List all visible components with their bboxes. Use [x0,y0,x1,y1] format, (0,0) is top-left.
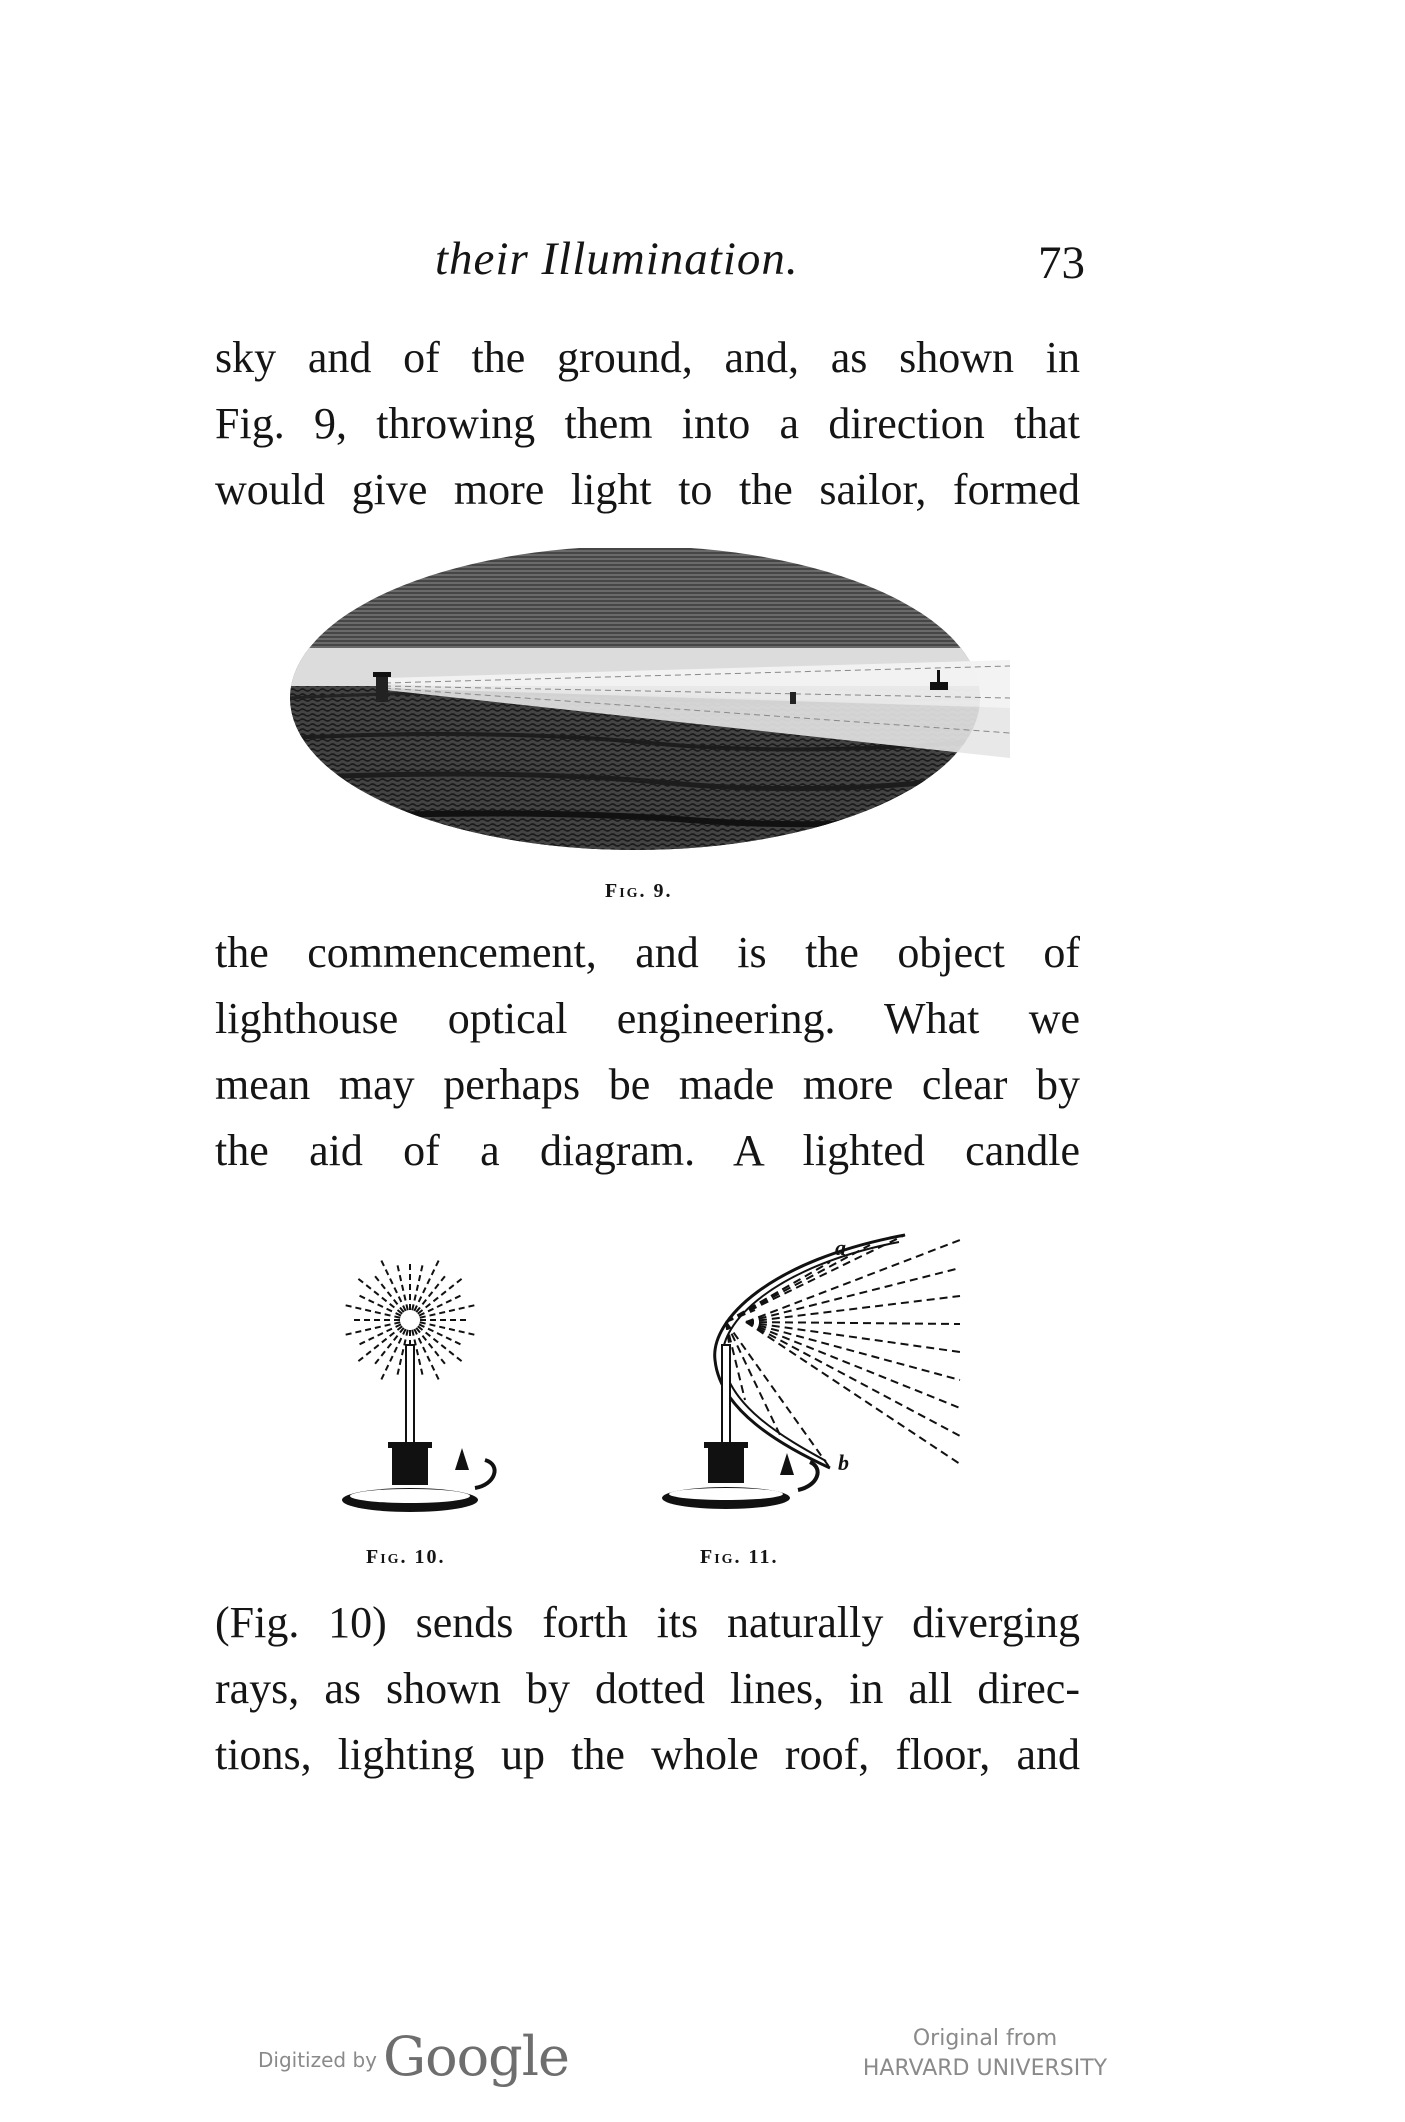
ray-line [416,1328,446,1366]
original-from-block [845,2024,1125,2084]
ray-line [346,1322,401,1334]
digitized-by-google [258,2025,569,2088]
institution-text: HARVARD UNIVERSITY [862,2056,1108,2081]
ray-line [412,1263,423,1310]
figure-9-caption: Fig. 9. [605,880,673,902]
text-line: the commencement, and is the object of [215,928,1080,977]
text-line: tions, lighting up the whole roof, floor, and [215,1730,1080,1779]
ray-line [358,1279,402,1314]
ray-line [420,1305,475,1317]
reflected-ray-line [746,1296,960,1322]
figure-11-reflector-diagram [660,1200,980,1530]
ray-line [418,1326,462,1361]
ray-line [420,1322,475,1334]
ray-line [416,1275,446,1313]
ray-line [358,1326,402,1361]
text-line: sky and of the ground, and, as shown in [215,333,1080,382]
original-from-text: Original from [912,2026,1058,2051]
ray-line [374,1275,404,1313]
reflected-ray-line [746,1322,960,1464]
google-logo-text: Google [383,2025,569,2088]
reflected-ray-line [746,1322,960,1408]
text-line: the aid of a diagram. A lighted candle [215,1126,1080,1175]
text-line: lighthouse optical engineering. What we [215,994,1080,1043]
running-head [215,232,1085,302]
paragraph-2 [215,920,1080,1184]
ray-line [374,1328,404,1366]
page-number: 73 [1038,237,1085,289]
figure-10-candle-diagram [310,1260,510,1530]
running-head-title: their Illumination. [435,233,799,285]
reflected-ray-line [746,1322,960,1324]
paragraph-3 [215,1590,1080,1788]
reflected-ray-line [746,1322,960,1352]
text-line: would give more light to the sailor, formed [215,465,1080,514]
figure-11-caption: Fig. 11. [700,1546,779,1568]
reflected-ray-line [746,1322,960,1436]
figure-9-lighthouse-engraving [290,548,1010,868]
text-line: Fig. 9, throwing them into a direction that [215,399,1080,448]
ray-line [397,1263,408,1310]
ray-line [346,1305,401,1317]
reflected-ray-line [746,1322,960,1380]
digitized-by-text: Digitized by [258,2048,377,2072]
figure-11-label-b: b [838,1450,849,1475]
paragraph-1 [215,325,1080,523]
text-line: rays, as shown by dotted lines, in all direc- [215,1664,1080,1713]
ray-line [726,1235,905,1322]
ray-line [418,1279,462,1314]
text-line: (Fig. 10) sends forth its naturally diverging [215,1598,1080,1647]
figure-10-caption: Fig. 10. [366,1546,446,1568]
figure-11-label-a: a [835,1235,846,1260]
text-line: mean may perhaps be made more clear by [215,1060,1080,1109]
